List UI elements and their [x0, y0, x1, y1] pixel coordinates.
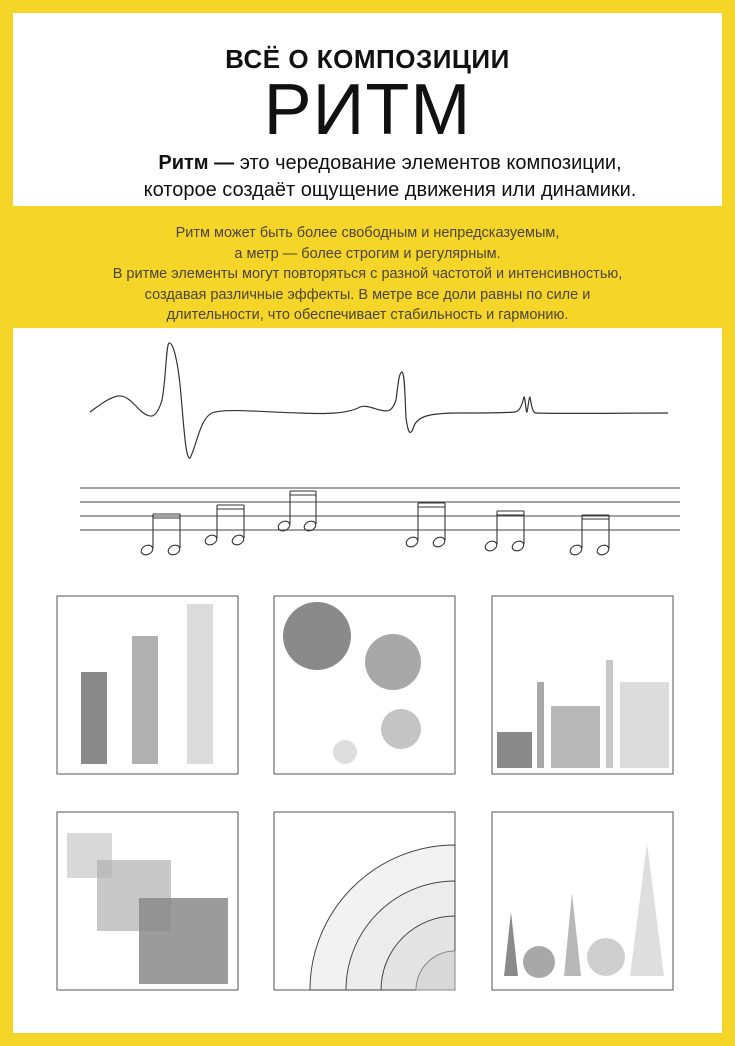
definition-line1: это чередование элементов композиции, — [234, 152, 622, 174]
definition-term: Ритм — — [158, 152, 235, 174]
music-staff — [80, 488, 680, 530]
description-line: Ритм может быть более свободным и непредсказуемым, — [175, 225, 560, 241]
description-line: создавая различные эффекты. В метре все доли равны по силе и — [144, 286, 591, 303]
description-line: В ритме элементы могут повторяться с разной частотой и интенсивностью, — [112, 266, 623, 282]
page-kicker: ВСЁ О КОМПОЗИЦИИ — [225, 44, 510, 74]
note-pair — [484, 511, 526, 553]
circles-example — [274, 596, 455, 774]
note-pair — [569, 515, 611, 557]
description-line: а метр — более строгим и регулярным. — [234, 245, 501, 262]
description-line: длительности, что обеспечивает стабильность и гармонию. — [166, 307, 569, 323]
heartbeat-line — [90, 343, 668, 458]
note-pair — [140, 514, 182, 557]
bars-example — [57, 596, 238, 774]
note-pair — [277, 491, 318, 533]
music-notes — [140, 491, 611, 557]
page-title: РИТМ — [263, 70, 472, 150]
overlapping-squares-example — [57, 812, 238, 990]
triangles-circles-example — [492, 812, 673, 990]
definition-line2: которое создаёт ощущение движения или динамики. — [143, 179, 637, 201]
mixed-bars-example — [492, 596, 673, 774]
note-pair — [405, 503, 447, 549]
note-pair — [204, 505, 246, 547]
concentric-arcs-example — [274, 812, 455, 990]
